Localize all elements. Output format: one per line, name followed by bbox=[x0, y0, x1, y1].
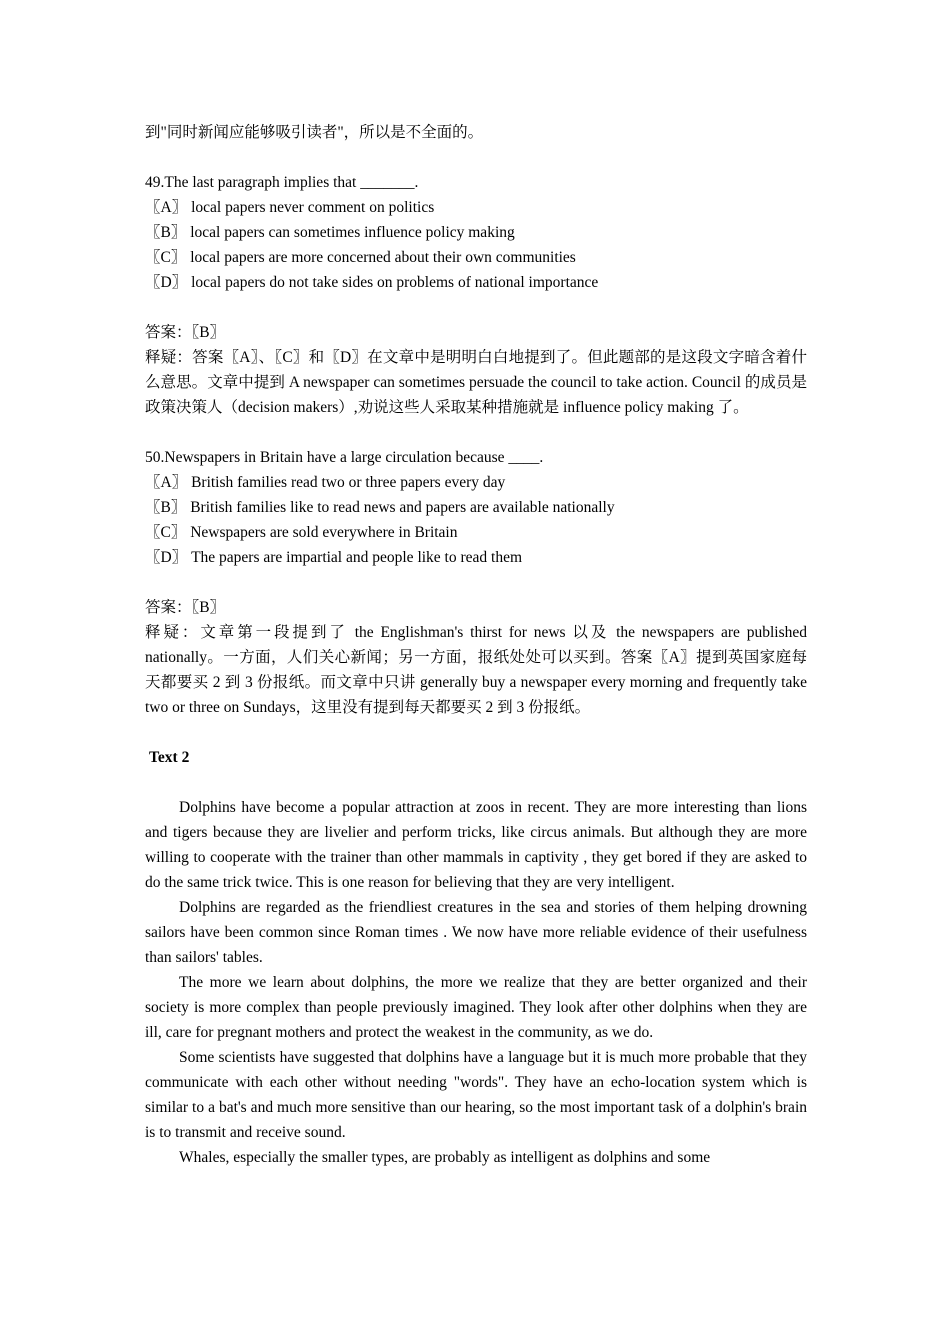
text-2-paragraph: The more we learn about dolphins, the more we realize that they are better organized and their society is more complex than people previously imagined. They look after other dolphins when they are ill, care for pregnant mothers and protect the weakest in the community, as we do. bbox=[145, 974, 807, 1041]
document-page bbox=[145, 120, 807, 1170]
question-50-stem: 50.Newspapers in Britain have a large circulation because ____. bbox=[145, 449, 544, 466]
spacer bbox=[145, 295, 807, 320]
question-49-option-c: 〖C〗 local papers are more concerned about their own communities bbox=[145, 249, 576, 266]
text-2-paragraph: Whales, especially the smaller types, are probably as intelligent as dolphins and some bbox=[179, 1149, 711, 1166]
question-50-option-d: 〖D〗 The papers are impartial and people like to read them bbox=[145, 549, 523, 566]
question-49-explanation: 释疑：答案〖A〗、〖C〗和〖D〗在文章中是明明白白地提到了。但此题部的是这段文字暗含着什么意思。文章中提到 A newspaper can sometimes persuade the council to take action. Council 的成员是政策决策人（decision makers）,劝说这些人采取某种措施就是 influence policy making 了。 bbox=[145, 349, 807, 416]
text-2-heading: Text 2 bbox=[149, 749, 190, 766]
text-2-paragraph: Some scientists have suggested that dolphins have a language but it is much more probable that they communicate with each other without needing "words". They have an echo-location system which is similar to a bat's and much more sensitive than our hearing, so the most important task of a dolphin's brain is to transmit and receive sound. bbox=[145, 1049, 807, 1141]
question-50-explanation: 释疑：文章第一段提到了 the Englishman's thirst for news 以及 the newspapers are published nationally。一方面，人们关心新闻；另一方面，报纸处处可以买到。答案〖A〗提到英国家庭每天都要买 2 到 3 份报纸。而文章中只讲 generally buy a newspaper every morning and frequently take two or three on Sundays，这里没有提到每天都要买 2 到 3 份报纸。 bbox=[145, 624, 807, 716]
question-49-option-d: 〖D〗 local papers do not take sides on problems of national importance bbox=[145, 274, 599, 291]
spacer bbox=[145, 720, 807, 745]
question-49-answer: 答案：〖B〗 bbox=[145, 324, 226, 341]
text-2-section bbox=[145, 745, 807, 1170]
text-2-paragraph: Dolphins are regarded as the friendliest creatures in the sea and stories of them helping drowning sailors have been common since Roman times . We now have more reliable evidence of their usefulness than sailors' tables. bbox=[145, 899, 807, 966]
question-50-option-b: 〖B〗 British families like to read news and papers are available nationally bbox=[145, 499, 615, 516]
question-50-option-c: 〖C〗 Newspapers are sold everywhere in Britain bbox=[145, 524, 458, 541]
question-50 bbox=[145, 445, 807, 720]
spacer bbox=[145, 570, 807, 595]
question-49-stem: 49.The last paragraph implies that _______. bbox=[145, 174, 419, 191]
spacer bbox=[145, 420, 807, 445]
question-50-answer: 答案：〖B〗 bbox=[145, 599, 226, 616]
previous-explanation-tail: 到"同时新闻应能够吸引读者"，所以是不全面的。 bbox=[145, 124, 484, 141]
text-2-paragraph: Dolphins have become a popular attraction at zoos in recent. They are more interesting than lions and tigers because they are livelier and perform tricks, like circus animals. But although they are more willing to cooperate with the trainer than other mammals in captivity , they get bored if they are asked to do the same trick twice. This is one reason for believing that they are very intelligent. bbox=[145, 799, 807, 891]
spacer bbox=[145, 145, 807, 170]
question-49-option-a: 〖A〗 local papers never comment on politics bbox=[145, 199, 435, 216]
question-49-option-b: 〖B〗 local papers can sometimes influence policy making bbox=[145, 224, 515, 241]
question-50-option-a: 〖A〗 British families read two or three papers every day bbox=[145, 474, 506, 491]
spacer bbox=[145, 770, 807, 795]
question-49 bbox=[145, 170, 807, 420]
